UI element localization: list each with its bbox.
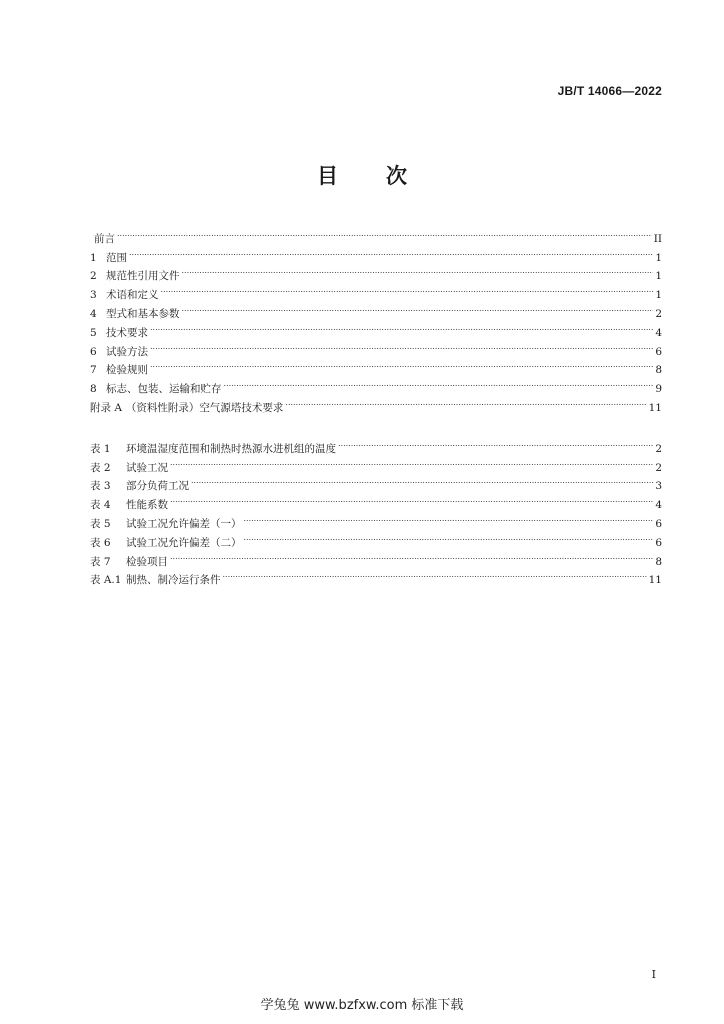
- table-entry-label: 环境温湿度范围和制热时热源水进机组的温度: [126, 442, 336, 455]
- table-entry-page: 11: [648, 574, 662, 587]
- toc-entry-label: 规范性引用文件: [106, 270, 180, 283]
- toc-entry-number: 4: [90, 307, 97, 320]
- table-entry-number: 表 3: [90, 480, 111, 493]
- toc-entry[interactable]: [90, 355, 662, 377]
- toc-entry-page: 1: [655, 289, 662, 302]
- page-number: I: [651, 968, 656, 981]
- toc-entry[interactable]: [90, 261, 662, 283]
- toc-entry-page: 4: [655, 326, 662, 339]
- toc-entry-label: 范围: [106, 251, 127, 264]
- dot-leader: [129, 242, 653, 261]
- toc-entry-number: 附录 A: [90, 401, 122, 414]
- toc-entry-page: 9: [655, 383, 662, 396]
- toc-entry-number: 6: [90, 345, 97, 358]
- table-entry-number: 表 2: [90, 461, 111, 474]
- dot-leader: [170, 452, 653, 471]
- toc-entry-label: 标志、包装、运输和贮存: [106, 383, 222, 396]
- dot-leader: [170, 546, 653, 565]
- toc-entry[interactable]: [90, 279, 662, 302]
- table-entry-page: 8: [655, 555, 662, 568]
- dot-leader: [170, 489, 653, 508]
- table-entry-label: 检验项目: [126, 555, 168, 568]
- toc-entry-page: 2: [655, 307, 662, 320]
- toc-entry-label: 前言: [94, 232, 115, 245]
- table-entry-number: 表 1: [90, 442, 111, 455]
- toc-entry-number: 8: [90, 383, 97, 396]
- dot-leader: [182, 298, 654, 317]
- dot-leader: [285, 392, 646, 411]
- dot-leader: [182, 261, 654, 280]
- table-entry-page: 3: [655, 480, 662, 493]
- toc-entry-number: 2: [90, 270, 97, 283]
- toc-entry-page: 1: [655, 270, 662, 283]
- table-entry-number: 表 A.1: [90, 574, 122, 587]
- table-entry-number: 表 4: [90, 499, 111, 512]
- table-entry[interactable]: [90, 471, 662, 493]
- toc-entry[interactable]: [90, 242, 662, 264]
- table-entry-number: 表 5: [90, 517, 111, 530]
- title-char-2: 次: [386, 164, 407, 188]
- toc-entry-label: 技术要求: [106, 326, 148, 339]
- table-entry-label: 试验工况允许偏差（一）: [126, 517, 242, 530]
- dot-leader: [224, 373, 654, 392]
- toc-main-list: [90, 223, 662, 414]
- table-entry[interactable]: [90, 565, 662, 587]
- dot-leader: [244, 527, 654, 546]
- table-entry-number: 表 6: [90, 536, 111, 549]
- table-entry-page: 2: [655, 442, 662, 455]
- dot-leader: [117, 223, 652, 242]
- toc-entry-page: 11: [648, 401, 662, 414]
- table-entry-label: 性能系数: [126, 499, 168, 512]
- table-entry-number: 表 7: [90, 555, 111, 568]
- table-entry-page: 6: [655, 517, 662, 530]
- table-entry-label: 试验工况: [126, 461, 168, 474]
- toc-entry[interactable]: [90, 373, 662, 396]
- toc-entry-label: 型式和基本参数: [106, 307, 180, 320]
- toc-tables-list: [90, 433, 662, 587]
- table-entry-label: 部分负荷工况: [126, 480, 189, 493]
- toc-entry[interactable]: [90, 336, 662, 358]
- standard-code: JB/T 14066—2022: [557, 84, 662, 98]
- watermark-text: 学兔兔 www.bzfxw.com 标准下载: [260, 998, 464, 1013]
- dot-leader: [338, 433, 653, 452]
- toc-entry-label: 试验方法: [106, 345, 148, 358]
- table-entry-page: 2: [655, 461, 662, 474]
- dot-leader: [161, 279, 654, 298]
- toc-entry-page: 1: [655, 251, 662, 264]
- toc-entry-number: 3: [90, 289, 97, 302]
- dot-leader: [223, 565, 647, 584]
- table-entry-label: 制热、制冷运行条件: [126, 574, 221, 587]
- toc-entry-label: （资料性附录）空气源塔技术要求: [125, 401, 284, 414]
- table-entry[interactable]: [90, 546, 662, 568]
- table-entry-page: 6: [655, 536, 662, 549]
- table-entry[interactable]: [90, 489, 662, 512]
- table-entry[interactable]: [90, 452, 662, 474]
- toc-entry[interactable]: [90, 298, 662, 320]
- toc-entry-number: 5: [90, 326, 97, 339]
- page-title: [0, 160, 724, 190]
- toc-entry-label: 术语和定义: [106, 289, 159, 302]
- toc-entry-number: 1: [90, 251, 97, 264]
- table-entry-label: 试验工况允许偏差（二）: [126, 536, 242, 549]
- dot-leader: [150, 355, 653, 374]
- toc-entry-page: 8: [655, 364, 662, 377]
- toc-entry-number: 7: [90, 364, 97, 377]
- toc-entry-page: II: [653, 232, 662, 245]
- toc-entry-label: 检验规则: [106, 364, 148, 377]
- table-entry[interactable]: [90, 508, 662, 530]
- dot-leader: [191, 471, 653, 490]
- toc-entry[interactable]: [90, 317, 662, 339]
- title-char-1: 目: [317, 164, 338, 188]
- dot-leader: [244, 508, 654, 527]
- dot-leader: [150, 317, 653, 336]
- toc-entry[interactable]: [90, 223, 662, 245]
- toc-entry-page: 6: [655, 345, 662, 358]
- table-entry-page: 4: [655, 499, 662, 512]
- table-entry[interactable]: [90, 433, 662, 455]
- dot-leader: [150, 336, 653, 355]
